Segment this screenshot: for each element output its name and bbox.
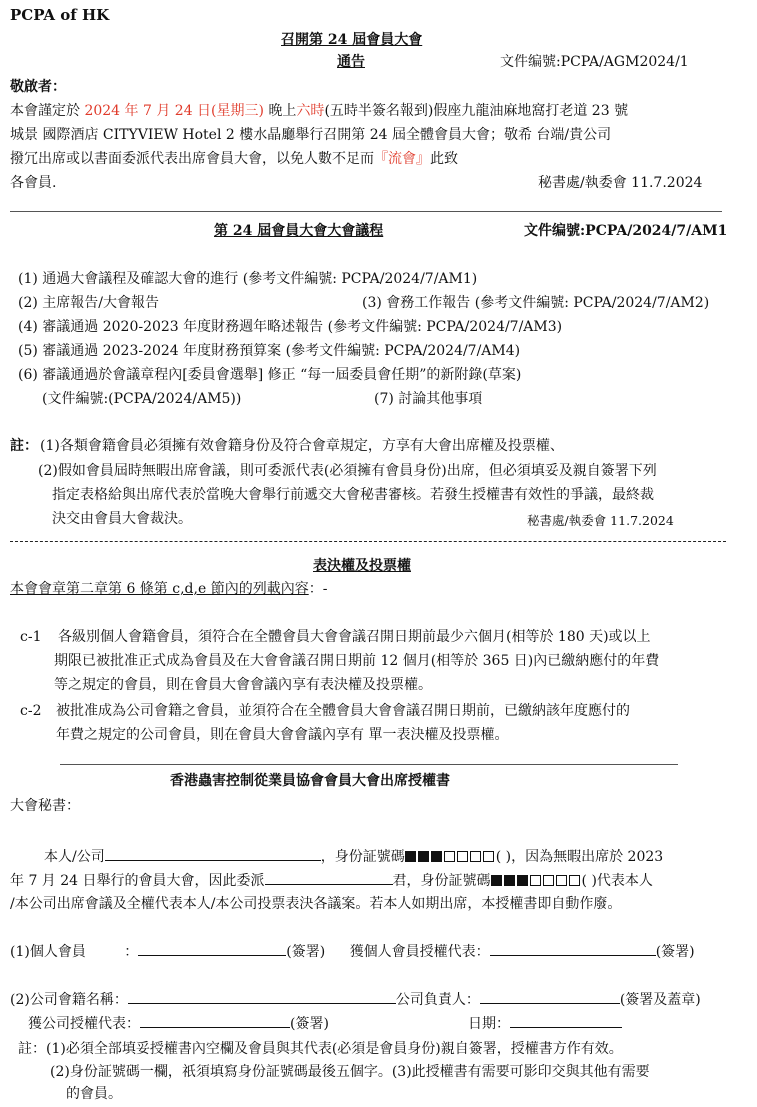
agenda-item-5: (5) 審議通過 2023-2024 年度財務預算案 (參考文件編號: PCPA/2024/7/AM4) bbox=[18, 343, 521, 359]
id-number-boxes-proxy bbox=[491, 873, 582, 889]
id-box-empty[interactable] bbox=[556, 875, 567, 886]
proxy-line-3: /本公司出席會議及全權代表本人/本公司投票表決各議案。若本人如期出席，本授權書即自動作廢。 bbox=[10, 896, 622, 912]
id-box-filled bbox=[517, 875, 528, 886]
org-name: PCPA of HK bbox=[10, 6, 110, 24]
id-box-empty[interactable] bbox=[457, 851, 468, 862]
notice-line-3 bbox=[10, 150, 458, 168]
notice-line-2: 城景 國際酒店 CITYVIEW Hotel 2 樓水晶廳舉行召開第 24 屆全體會員大會；敬希 台端/貴公司 bbox=[10, 127, 612, 143]
notice-time: 六時 bbox=[296, 103, 325, 119]
voting-intro bbox=[10, 580, 327, 598]
proxy-line-1-a: 本人/公司 bbox=[44, 849, 105, 865]
agenda-item-3: (3) 會務工作報告 (參考文件編號: PCPA/2024/7/AM2) bbox=[362, 295, 710, 311]
date-label: 日期： bbox=[468, 1016, 510, 1032]
clause-c1-line-3: 等之規定的會員，則在會員大會會議內享有表決權及投票權。 bbox=[54, 677, 432, 693]
corporate-proxy-signature-field[interactable] bbox=[140, 1014, 290, 1028]
individual-member-signature-field[interactable] bbox=[138, 942, 286, 956]
id-box-empty[interactable] bbox=[444, 851, 455, 862]
individual-proxy-label: 獲個人會員授權代表： bbox=[349, 944, 490, 960]
note-1: (1)各類會籍會員必須擁有效會籍身份及符合會章規定，方享有大會出席權及投票權、 bbox=[40, 438, 564, 454]
notes-head: 註： bbox=[10, 438, 38, 454]
notice-flow-meeting: 『流會』 bbox=[374, 151, 430, 167]
agenda-item-2: (2) 主席報告/大會報告 bbox=[18, 295, 159, 311]
notes-signoff: 秘書處/執委會 11.7.2024 bbox=[527, 513, 674, 528]
voting-title: 表決權及投票權 bbox=[313, 558, 411, 574]
id-box-empty[interactable] bbox=[470, 851, 481, 862]
corporate-proxy-label: 獲公司授權代表： bbox=[28, 1016, 140, 1032]
notice-line-4: 各會員. bbox=[10, 175, 57, 191]
corporate-head-sign-seal-label: (簽署及蓋章) bbox=[619, 992, 701, 1008]
corporate-head-label: 公司負責人： bbox=[395, 992, 480, 1008]
individual-member-row bbox=[10, 942, 695, 961]
proxy-salutation: 大會秘書： bbox=[10, 798, 80, 814]
notice-line-3-b: 此致 bbox=[430, 151, 458, 167]
voting-intro-tail: ：- bbox=[308, 581, 328, 597]
proxy-line-2-b: 君，身份証號碼 bbox=[392, 873, 491, 889]
corporate-name-label: (2)公司會籍名稱： bbox=[10, 992, 128, 1008]
corporate-head-signature-field[interactable] bbox=[480, 990, 620, 1004]
notice-date: 2024 年 7 月 24 日(星期三) bbox=[84, 103, 264, 119]
date-row bbox=[468, 1014, 622, 1033]
proxy-line-2-c: ( )代表本人 bbox=[581, 873, 653, 889]
id-box-empty[interactable] bbox=[569, 875, 580, 886]
agenda-title: 第 24 屆會員大會大會議程 bbox=[214, 223, 384, 239]
individual-member-sign-label: (簽署) bbox=[286, 944, 326, 960]
agenda-item-4: (4) 審議通過 2020-2023 年度財務週年略述報告 (參考文件編號: PCPA/2024/7/AM3) bbox=[18, 319, 563, 335]
proxy-line-1-b: ，身份証號碼 bbox=[320, 849, 405, 865]
agenda-item-6-doc: (文件編號:(PCPA/2024/AM5)) bbox=[42, 391, 242, 407]
notice-greeting: 敬啟者： bbox=[10, 79, 66, 95]
id-number-boxes-member bbox=[405, 849, 496, 865]
divider-dashed bbox=[10, 541, 726, 542]
corporate-name-field[interactable] bbox=[128, 990, 396, 1004]
individual-proxy-sign-label: (簽署) bbox=[655, 944, 695, 960]
individual-member-label: (1)個人會員 bbox=[10, 944, 86, 960]
proxy-line-1 bbox=[44, 847, 663, 866]
id-box-filled bbox=[418, 851, 429, 862]
agenda-item-6: (6) 審議通過於會議章程內[委員會選舉] 修正 “每一屆委員會任期”的新附錄(草案) bbox=[18, 367, 522, 383]
id-box-filled bbox=[431, 851, 442, 862]
note-2-line-2: 指定表格給與出席代表於當晚大會舉行前遞交大會秘書審核。若發生授權書有效性的爭議，最終裁 bbox=[52, 487, 654, 503]
notice-line-1 bbox=[10, 102, 628, 120]
notice-line-1-b: 晚上 bbox=[268, 103, 297, 119]
date-field[interactable] bbox=[510, 1014, 622, 1028]
proxy-title: 香港蟲害控制從業員協會會員大會出席授權書 bbox=[170, 773, 450, 789]
proxy-line-2 bbox=[10, 871, 653, 890]
notice-doc-no: 文件编號:PCPA/AGM2024/1 bbox=[500, 54, 689, 70]
voting-intro-text: 本會會章第二章第 6 條第 c,d,e 節內的列載內容 bbox=[10, 581, 309, 597]
id-box-filled bbox=[405, 851, 416, 862]
notice-subtitle: 通告 bbox=[337, 54, 365, 70]
corporate-proxy-sign-label: (簽署) bbox=[290, 1016, 329, 1032]
clause-c2-line-2: 年費之規定的公司會員，則在會員大會會議內享有 單一表決權及投票權。 bbox=[56, 727, 509, 743]
notice-line-3-a: 撥冗出席或以書面委派代表出席會員大會，以免人數不足而 bbox=[10, 151, 374, 167]
agenda-item-7: (7) 討論其他事項 bbox=[374, 391, 483, 407]
id-box-empty[interactable] bbox=[483, 851, 494, 862]
id-box-filled bbox=[504, 875, 515, 886]
divider-1 bbox=[10, 211, 722, 212]
corporate-member-row bbox=[10, 990, 701, 1009]
proxy-note-2-line-1: (2)身份証號碼一欄，祇須填寫身份証號碼最後五個字。(3)此授權書有需要可影印交與其他有需要 bbox=[50, 1064, 650, 1080]
clause-c1-line-1: 各級別個人會籍會員，須符合在全體會員大會會議召開日期前最少六個月(相等於 180 天)或以上 bbox=[58, 629, 651, 645]
proxy-note-1: 註：(1)必須全部填妥授權書內空欄及會員與其代表(必須是會員身份)親自簽署，授權書方作有效。 bbox=[18, 1041, 623, 1057]
notice-line-1-c: (五時半簽名報到)假座九龍油麻地窩打老道 23 號 bbox=[324, 103, 629, 119]
proxy-note-2-line-2: 的會員。 bbox=[66, 1086, 122, 1102]
individual-proxy-signature-field[interactable] bbox=[490, 942, 656, 956]
notice-title: 召開第 24 屆會員大會 bbox=[281, 32, 423, 48]
agenda-doc-no: 文件编號:PCPA/2024/7/AM1 bbox=[524, 223, 728, 239]
note-2-line-3: 決交由會員大會裁決。 bbox=[52, 511, 192, 527]
proxy-line-1-c: ( )，因為無暇出席於 2023 bbox=[495, 849, 664, 865]
individual-member-colon: ： bbox=[124, 944, 139, 960]
clause-c1-label: c-1 bbox=[20, 629, 42, 645]
clause-c2-label: c-2 bbox=[20, 703, 42, 719]
id-box-empty[interactable] bbox=[530, 875, 541, 886]
corporate-proxy-row bbox=[28, 1014, 329, 1033]
id-box-empty[interactable] bbox=[543, 875, 554, 886]
note-2-line-1: (2)假如會員屆時無暇出席會議，則可委派代表(必須擁有會員身份)出席，但必須填妥及親自簽署下列 bbox=[38, 463, 657, 479]
agenda-item-1: (1) 通過大會議程及確認大會的進行 (參考文件編號: PCPA/2024/7/AM1) bbox=[18, 271, 478, 287]
proxy-line-2-a: 年 7 月 24 日舉行的會員大會，因此委派 bbox=[10, 873, 265, 889]
proxy-name-field[interactable] bbox=[265, 871, 393, 885]
id-box-filled bbox=[491, 875, 502, 886]
divider-2 bbox=[60, 764, 678, 765]
clause-c1-line-2: 期限已被批准正式成為會員及在大會會議召開日期前 12 個月(相等於 365 日)內已繳納應付的年費 bbox=[54, 653, 660, 669]
notice-line-1-a: 本會謹定於 bbox=[10, 103, 80, 119]
notice-signoff: 秘書處/執委會 11.7.2024 bbox=[538, 175, 703, 191]
clause-c2-line-1: 被批准成為公司會籍之會員，並須符合在全體會員大會會議召開日期前，已繳納該年度應付的 bbox=[56, 703, 630, 719]
member-name-field[interactable] bbox=[105, 847, 321, 861]
